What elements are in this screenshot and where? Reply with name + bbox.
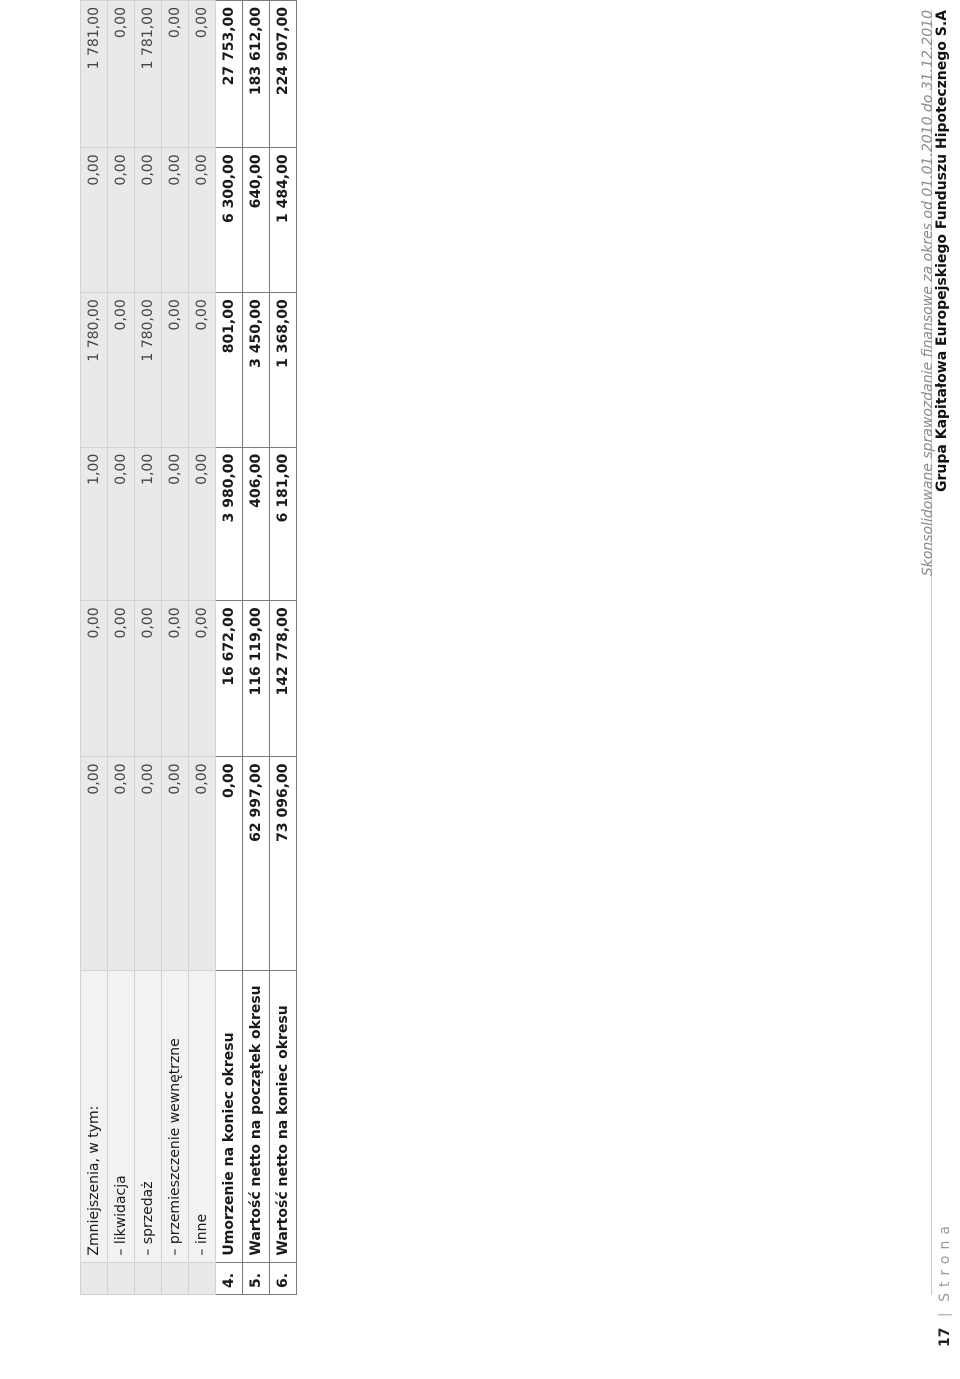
page-footer [937, 1220, 953, 1347]
row-number: 4. [216, 1262, 243, 1294]
value-cell: 1,00 [135, 447, 162, 601]
value-cell: 116 119,00 [243, 601, 270, 757]
value-cell: 406,00 [243, 447, 270, 601]
value-cell: 640,00 [243, 148, 270, 293]
row-label: Umorzenie na koniec okresu [216, 970, 243, 1262]
value-cell: 0,00 [108, 1, 135, 148]
value-cell: 0,00 [189, 293, 216, 447]
value-cell: 0,00 [162, 148, 189, 293]
value-cell: 1 484,00 [270, 148, 297, 293]
value-cell: 6 300,00 [216, 148, 243, 293]
row-number: 5. [243, 1262, 270, 1294]
page-separator: | [937, 1312, 953, 1318]
page-number: 17 [937, 1327, 953, 1347]
value-cell: 0,00 [81, 757, 108, 970]
value-cell: 1 781,00 [135, 1, 162, 148]
value-cell: 0,00 [108, 293, 135, 447]
value-cell: 0,00 [162, 1, 189, 148]
value-cell: 0,00 [189, 148, 216, 293]
value-cell: 27 753,00 [216, 1, 243, 148]
value-cell: 142 778,00 [270, 601, 297, 757]
row-label: Zmniejszenia, w tym: [81, 970, 108, 1262]
value-cell: 0,00 [162, 447, 189, 601]
row-number: 6. [270, 1262, 297, 1294]
value-cell: 0,00 [135, 601, 162, 757]
value-cell: 224 907,00 [270, 1, 297, 148]
row-label: Wartość netto na koniec okresu [270, 970, 297, 1262]
value-cell: 0,00 [108, 447, 135, 601]
value-cell: 0,00 [135, 148, 162, 293]
value-cell: 1 368,00 [270, 293, 297, 447]
company-title: Grupa Kapitałowa Europejskiego Funduszu Hipotecznego S.A [934, 10, 950, 492]
value-cell: 16 672,00 [216, 601, 243, 757]
value-cell: 183 612,00 [243, 1, 270, 148]
row-label: Wartość netto na początek okresu [243, 970, 270, 1262]
value-cell: 0,00 [162, 757, 189, 970]
value-cell: 0,00 [216, 757, 243, 970]
value-cell: 3 450,00 [243, 293, 270, 447]
value-cell: 0,00 [108, 601, 135, 757]
value-cell: 6 181,00 [270, 447, 297, 601]
page-word: Strona [937, 1220, 953, 1302]
value-cell: 0,00 [189, 447, 216, 601]
value-cell: 801,00 [216, 293, 243, 447]
value-cell: 0,00 [189, 757, 216, 970]
row-label: – likwidacja [108, 970, 135, 1262]
value-cell: 0,00 [189, 601, 216, 757]
value-cell: 1 781,00 [81, 1, 108, 148]
value-cell: 1 780,00 [81, 293, 108, 447]
value-cell: 0,00 [108, 148, 135, 293]
value-cell: 0,00 [81, 148, 108, 293]
value-cell: 62 997,00 [243, 757, 270, 970]
value-cell: 73 096,00 [270, 757, 297, 970]
value-cell: 0,00 [81, 601, 108, 757]
value-cell: 0,00 [162, 293, 189, 447]
row-label: – sprzedaż [135, 970, 162, 1262]
value-cell: 0,00 [162, 601, 189, 757]
value-cell: 3 980,00 [216, 447, 243, 601]
value-cell: 1,00 [81, 447, 108, 601]
row-label: – przemieszczenie wewnętrzne [162, 970, 189, 1262]
row-label: – inne [189, 970, 216, 1262]
value-cell: 0,00 [108, 757, 135, 970]
value-cell: 1 780,00 [135, 293, 162, 447]
value-cell: 0,00 [135, 757, 162, 970]
value-cell: 0,00 [189, 1, 216, 148]
report-subtitle: Skonsolidowane sprawozdanie finansowe za okres od 01.01.2010 do 31.12.2010 [920, 10, 936, 577]
